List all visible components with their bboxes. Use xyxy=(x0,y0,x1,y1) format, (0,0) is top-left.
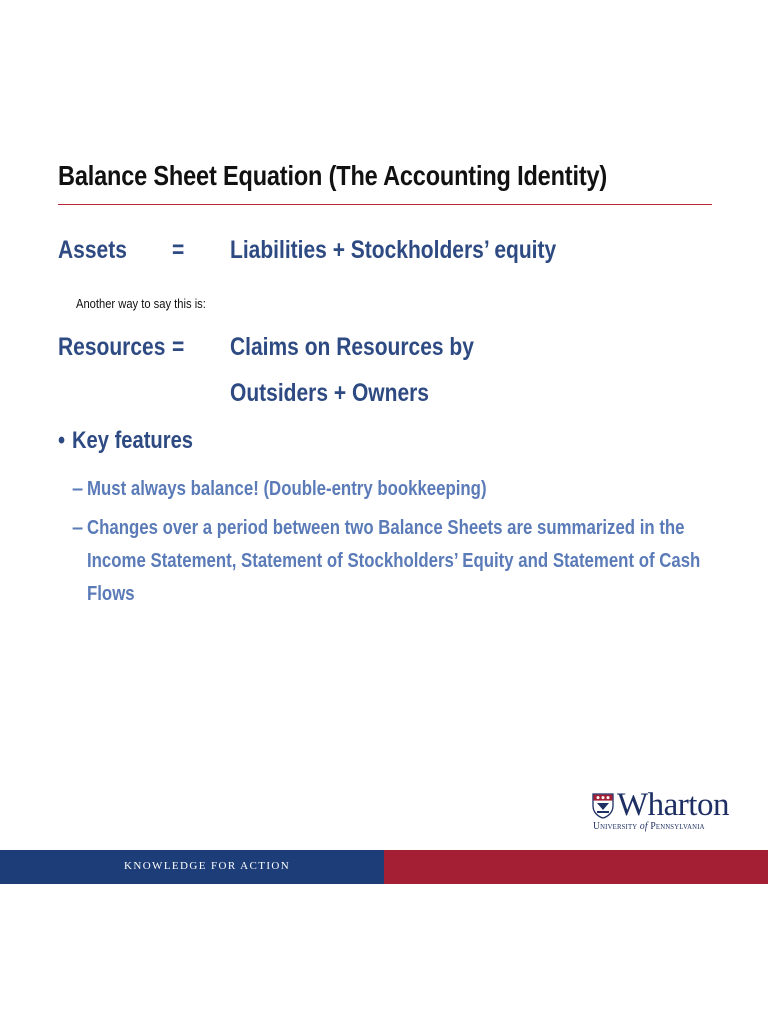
sub-bullet-changes-line-1: Changes over a period between two Balance Sheets are summarized in the xyxy=(87,517,685,539)
sub-bullet-balance: Must always balance! (Double-entry bookkeeping) xyxy=(87,478,487,500)
slide-title: Balance Sheet Equation (The Accounting Identity) xyxy=(58,160,608,191)
sub-bullet-dash: – xyxy=(72,478,84,500)
title-divider xyxy=(58,204,712,205)
equation-liabilities-equity: Liabilities + Stockholders’ equity xyxy=(230,236,557,264)
equation-equals-sign: = xyxy=(172,333,185,361)
sub-bullet-changes-line-3: Flows xyxy=(87,583,135,605)
footer-tagline: KNOWLEDGE FOR ACTION xyxy=(124,860,291,872)
sub-bullet-dash: – xyxy=(72,517,84,539)
equation-claims-line: Claims on Resources by xyxy=(230,333,474,361)
penn-shield-icon xyxy=(592,793,614,819)
equation-outsiders-owners-line: Outsiders + Owners xyxy=(230,379,429,407)
key-features-heading: Key features xyxy=(72,427,194,454)
logo-wordmark: Wharton xyxy=(617,787,729,823)
logo-university-line: University of Pennsylvania xyxy=(593,821,705,832)
footer-band-red xyxy=(384,850,768,884)
equation-equals-sign: = xyxy=(172,236,185,264)
equation-resources-label: Resources xyxy=(58,333,166,361)
bullet-marker: • xyxy=(58,427,66,454)
wharton-logo xyxy=(590,787,729,836)
equation-assets-label: Assets xyxy=(58,236,127,264)
sub-bullet-changes-line-2: Income Statement, Statement of Stockholders’ Equity and Statement of Cash xyxy=(87,550,701,572)
equation-note: Another way to say this is: xyxy=(76,296,206,311)
